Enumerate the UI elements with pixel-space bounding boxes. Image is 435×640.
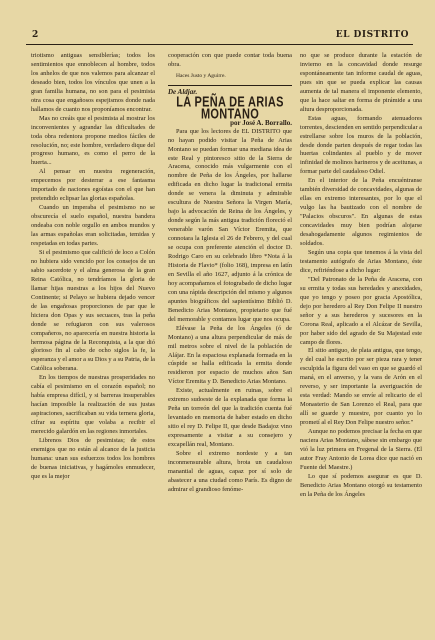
paragraph: Sobre el extremo nordeste y a tan inconmensurable altura, brota un caudaloso manantial de aguas, capaz por sí solo de abastecer a una ciudad como París. Es digno de admirar el grandioso fenóme- (168, 449, 292, 493)
paragraph: El sitio antiguo, de plata antigua, que tengo, y del cual he escrito por ser pieza rara y tener esculpida la figura del vaso en que se guardó el maná, en el anverso, y la vara de Arón en el reverso, y ser importante la averiguación de esta verdad: Mando se envíe al relicario de el Monasterio de San Lorenzo el Real, para que allí se guarde y muestre, por cuanto yo lo prometí al el Rey Don Felipe nuestro señor." (300, 347, 422, 427)
page-header (26, 30, 413, 45)
paragraph: Existe, actualmente en ruinas, sobre el extremo sudoeste de la explanada que forma la Peña un torreón del que la tradición cuenta fué levantado en memoria de haber estado en dicho sitio el rey D. Felipe II, que desde Badajoz vino expresamente a visitar a su consejero y excapellán real, Montano. (168, 387, 292, 449)
column-2 (168, 52, 292, 620)
paragraph: triotismo antiguas sensiblerías; todos los sentimientos que ennoblecen al hombre, todos los anhelos de que nos valemos para alcanzar el deseado bien, todos los vínculos que unen a la gran familia humana, no son para el pesimista otra cosa que engañosos espejismos donde nada hallamos de cuanto nos proponíamos encontrar. (31, 52, 155, 113)
paragraph: Elévase la Peña de los Ángeles (ó de Montano) a una altura perpendicular de más de mil metros sobre el nivel de la población de Alájar. En la espaciosa explanada formada en la cúspide se halla edificada la ermita donde residieron por espacio de muchos años San Víctor Eremita y D. Benedicto Arias Montano. (168, 324, 292, 386)
paragraph: "Del Patronato de la Peña de Aracena, con su ermita y todas sus heredades y anexidades, que yo tengo y poseo por gracia Apostólica, dejo por heredero al Rey Don Felipe II nuestro señor y a sus herederos y sucesores en la Corona Real, aplicado a el Alcázar de Sevilla, por haber sido del agrado de Su Majestad este campo de flores. (300, 275, 422, 346)
column-1 (31, 52, 155, 620)
paragraph: Estas aguas, formando atenuadores torrentes, descienden en sentido perpendicular a estrellarse sobre los muros de la población, desde donde parten después de regar todas las huertas colindantes al pueblo y de mover infinidad de molinos harineros y de aceitunas, a formar parte del caudaloso Odiel. (300, 114, 422, 176)
section-heading: De Aldjar. (168, 87, 198, 96)
paragraph: no que se produce durante la estación de invierno en la concavidad donde resurge espontáneamente tan informe caudal de aguas, pues sin que se pueda explicar las causas aumenta de tal manera el imponente elemento, que la hace saltar en forma de pirámide a una altura desproporcionada. (300, 52, 422, 113)
section-rule (168, 85, 292, 86)
paragraph: Al pensar en nuestra regeneración, empecemos por desterrar a ese fantasma importado de naciones egoístas con el que han pretendido eclipsar las glorias españolas. (31, 168, 155, 203)
paragraph: Cuando un imperaba el pesimismo no se obscurecía el suelo español, nuestra bandera ondeaba con noble orgullo en ambos mundos y las armas españolas eran solicitadas, temidas y respetadas en todas partes. (31, 204, 155, 248)
signature: Haces Justo y Aguirre. (176, 72, 226, 79)
paragraph: Según una copia que tenemos á la vista del testamento autógrafo de Arias Montano, éste dice, refiriéndose a dicho lugar: (300, 248, 422, 274)
article-byline: por José A. Borrallo. (230, 118, 292, 127)
page-number: 2 (32, 30, 39, 40)
article-title: LA PEÑA DE ARIAS MONTANO (176, 94, 284, 123)
paragraph: En el interior de la Peña encuéntranse también diversidad de concavidades, algunas de ellas en extremo interesantes, por lo que el vulgo las ha bautizado con el nombre de "Palacios obscuros". En algunas de estas concavidades muy bien podrían alojarse desahogadamente algunos regimientos de soldados. (300, 177, 422, 248)
paragraph: En los tiempos de nuestras prosperidades no cabía el pesimismo en el corazón español; no había empresa difícil, y si barreras insuperables hacían imposible la realización de sus justas aspiraciones, sacrificaban su vida ternera gloria, cifrar su espíritu que volaba a recibir el merecido galardón en las regiones inmortales. (31, 374, 155, 436)
paragraph: Lo que sí podemos asegurar es que D. Benedicto Arias Montano otorgó su testamento en la Peña de los Ángeles (300, 472, 422, 498)
paragraph: Si el pesimismo que califició de loco a Colón no hubiera sido vencido por los consejos de un sabio sacerdote y el alma generosa de la gran Reina Católica, no tendríamos la gloria de llamar hijas nuestras a los hijos del Nuevo Continente; si Pelayo se hubiera dejado vencer de las engañosas proporciones de par que le hiciera don Opas y sus secuaces, tras la peña donde se refugiaron con sus valerosos compañeros, no aparecería en nuestra historia la hermosa página de la Reconquista, a la que dió glorioso fin al cabo de ocho siglos la fe, la esperanza y el amor a su Dios y a su Patria, de la Católica soberana. (31, 248, 155, 373)
paragraph: Aunque no podemos precisar la fecha en que naciera Arias Montano, sábese sin embargo que vió la luz primera en Fregenal de la Sierra. (El autor Fray Antonio de Lorea dice que nació en Fuente del Maestre.) (300, 428, 422, 471)
column-3 (300, 52, 422, 620)
newspaper-title: EL DISTRITO (335, 30, 409, 40)
paragraph: Librenos Dios de pesimistas; de estos enemigos que no están al alcance de la justicia humana: unan sus esfuerzos todos los hombres de buenas iniciativas, y hagámoles enmudecer, que es la mejor (31, 436, 155, 480)
paragraph: Mas no creáis que el pesimista al mostrar los inconvenientes y agrandar las dificultades de toda obra redentora propone medios fáciles de resolución, no; este hombre, verdadero dique del progreso humano, es como el perro de la huerta... (31, 114, 155, 167)
paragraph: cooperación con que puede contar toda buena obra. (168, 52, 292, 68)
paragraph: Para que los lectores de EL DISTRITO que no hayan podido visitar la Peña de Arias Montano se puedan formar una mediana idea de este Real y pintoresco sitio de la Sierra de Aracena, conocido más vulgarmente con el nombre de Peña de los Ángeles, por hallarse edificada en dicho lugar la tradicional ermita donde se venera la diminuta y admirable escultura de Nuestra Señora la Virgen María, bajo la advocación de Reina de los Ángeles, y donde según la más antigua tradición floreció el venerable varón San Víctor Eremita, que connotara la Iglesia el 26 de Febrero, y del cual se ocupa con preferente atención el doctor D. Rodrigo Caro en su celebrado libro *Nota á la Historia de Flavio* (folio 168), impresa en latín en Sevilla el año 1627, adjunto á la crónica de hoy acompañamos el fotograbado de dicho lugar con una rápida descripción del mismo y algunos apuntes biográficos del sapientísimo Biblió D. Benedicto Arias Montano, propietario que fué del memorable y contamos lugar que nos ocupa. (168, 127, 292, 323)
